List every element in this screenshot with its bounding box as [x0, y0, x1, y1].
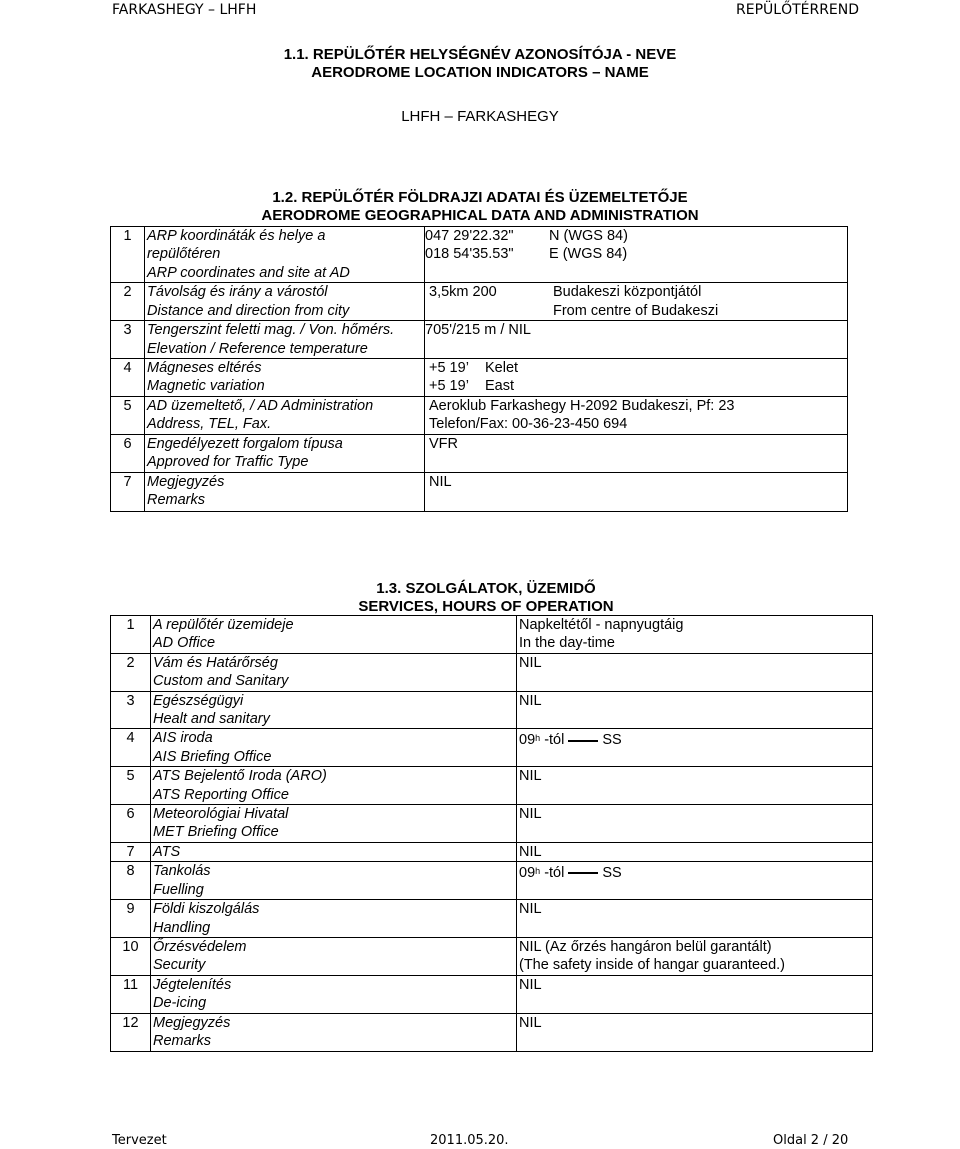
table-row [111, 729, 873, 767]
label-en: Approved for Traffic Type [147, 454, 309, 471]
row-value [517, 900, 873, 938]
label-en: ARP coordinates and site at AD [147, 264, 350, 281]
row-number: 7 [111, 842, 151, 861]
superscript: h [535, 866, 541, 877]
label-en: Remarks [153, 1032, 212, 1049]
row-value [517, 653, 873, 691]
row-number: 3 [111, 321, 145, 359]
label-en: AD Office [153, 635, 216, 652]
label-hu: Őrzésvédelem [153, 938, 247, 955]
row-value [517, 616, 873, 654]
value: 018 54'35.53" [425, 246, 514, 263]
label-hu: ARP koordináták és helye a repülőtéren [147, 228, 326, 263]
value: NIL [519, 976, 542, 993]
label-hu: Egészségügyi [153, 692, 244, 709]
row-label [145, 227, 425, 283]
row-label [151, 616, 517, 654]
value: Telefon/Fax: 00-36-23-450 694 [429, 416, 628, 433]
table-row [111, 842, 873, 861]
label-en: Fuelling [153, 881, 204, 898]
row-number: 5 [111, 397, 145, 435]
label-hu: Tengerszint feletti mag. / Von. hőmérs. [147, 322, 395, 339]
label-en: Elevation / Reference temperature [147, 340, 368, 357]
value: NIL [519, 806, 542, 823]
table-row [111, 653, 873, 691]
value: SS [602, 865, 622, 882]
label-hu: Meteorológiai Hivatal [153, 806, 289, 823]
value: -tól [544, 865, 565, 882]
row-number: 11 [111, 975, 151, 1013]
label-hu: ATS Bejelentő Iroda (ARO) [153, 768, 327, 785]
value: Aeroklub Farkashegy H-2092 Budakeszi, Pf: 23 [429, 398, 735, 415]
label-hu: Tankolás [153, 863, 211, 880]
row-label [151, 767, 517, 805]
row-number: 2 [111, 283, 145, 321]
row-number: 9 [111, 900, 151, 938]
dash-line [568, 872, 598, 874]
table-row [111, 975, 873, 1013]
footer-right: Oldal 2 / 20 [773, 1133, 849, 1148]
table-row [111, 616, 873, 654]
label-en: MET Briefing Office [153, 824, 279, 841]
row-number: 2 [111, 653, 151, 691]
row-value [517, 842, 873, 861]
row-label [151, 805, 517, 843]
table-row [111, 472, 848, 511]
table-row [111, 434, 848, 472]
value: SS [602, 732, 622, 749]
label-en: Security [153, 957, 206, 974]
table-row [111, 767, 873, 805]
section1-title-hu: 1.1. REPÜLŐTÉR HELYSÉGNÉV AZONOSÍTÓJA - NEVE [283, 46, 677, 63]
label-en: De-icing [153, 995, 207, 1012]
label-hu: Jégtelenítés [153, 976, 232, 993]
label-en: Magnetic variation [147, 378, 265, 395]
row-value [425, 283, 848, 321]
value: NIL [519, 654, 542, 671]
row-number: 3 [111, 691, 151, 729]
row-label [151, 653, 517, 691]
geo-data-table [110, 226, 848, 512]
value: Budakeszi központjától [553, 284, 702, 301]
row-number: 7 [111, 472, 145, 511]
label-en: Handling [153, 919, 211, 936]
label-hu: Engedélyezett forgalom típusa [147, 435, 343, 452]
label-en: ATS Reporting Office [153, 786, 289, 803]
section2-title-hu: 1.2. REPÜLŐTÉR FÖLDRAJZI ADATAI ÉS ÜZEMELTETŐJE [272, 189, 688, 206]
row-value [517, 975, 873, 1013]
row-label [145, 359, 425, 397]
value: 09 [519, 865, 536, 882]
section2-title-en: AERODROME GEOGRAPHICAL DATA AND ADMINISTRATION [261, 207, 699, 224]
header-right: REPÜLŐTÉRREND [736, 2, 860, 18]
table-row [111, 283, 848, 321]
value: Kelet [485, 360, 519, 377]
row-number: 1 [111, 227, 145, 283]
table-row [111, 691, 873, 729]
label-en: Address, TEL, Fax. [147, 416, 272, 433]
value: -tól [544, 732, 565, 749]
section1-title-en: AERODROME LOCATION INDICATORS – NAME [311, 64, 649, 81]
services-table [110, 615, 873, 1052]
value: NIL [429, 473, 452, 490]
row-label [151, 900, 517, 938]
table-row [111, 227, 848, 283]
row-value [425, 472, 848, 511]
value: NIL [519, 1014, 542, 1031]
row-value [425, 359, 848, 397]
row-number: 12 [111, 1013, 151, 1051]
row-value [425, 227, 848, 283]
row-value [517, 691, 873, 729]
table-row [111, 1013, 873, 1051]
section3-title-en: SERVICES, HOURS OF OPERATION [358, 598, 614, 615]
row-label [151, 862, 517, 900]
row-number: 10 [111, 937, 151, 975]
row-label [145, 397, 425, 435]
value: 09 [519, 732, 536, 749]
label-hu: Megjegyzés [153, 1014, 231, 1031]
table-row [111, 937, 873, 975]
row-value [425, 321, 848, 359]
value: NIL [519, 901, 542, 918]
table-row [111, 862, 873, 900]
value: In the day-time [519, 635, 615, 652]
row-value [517, 1013, 873, 1051]
label-hu: Távolság és irány a várostól [147, 284, 328, 301]
value: +5 19’ [429, 360, 469, 377]
value: 047 29'22.32" [425, 228, 514, 244]
value: NIL (Az őrzés hangáron belül garantált) [519, 938, 772, 955]
superscript: h [535, 733, 541, 744]
label-hu: ATS [153, 843, 181, 860]
row-value [517, 937, 873, 975]
label-hu: AD üzemeltető, / AD Administration [147, 398, 374, 415]
row-number: 8 [111, 862, 151, 900]
section3-title-hu: 1.3. SZOLGÁLATOK, ÜZEMIDŐ [376, 580, 596, 597]
label-hu: Földi kiszolgálás [153, 901, 260, 918]
value: NIL [519, 843, 542, 860]
table-row [111, 805, 873, 843]
row-label [151, 691, 517, 729]
table-row [111, 321, 848, 359]
row-value [517, 862, 873, 900]
value: NIL [519, 692, 542, 709]
header-left: FARKASHEGY – LHFH [112, 2, 257, 18]
row-value [517, 767, 873, 805]
footer-left: Tervezet [112, 1133, 167, 1148]
row-label [151, 842, 517, 861]
row-value [425, 434, 848, 472]
row-label [145, 321, 425, 359]
dash-line [568, 740, 598, 742]
value: E (WGS 84) [549, 246, 628, 263]
label-hu: Megjegyzés [147, 473, 225, 490]
row-label [151, 937, 517, 975]
label-en: Custom and Sanitary [153, 673, 289, 690]
value: NIL [519, 768, 542, 785]
label-hu: Mágneses eltérés [147, 360, 262, 377]
value: From centre of Budakeszi [553, 302, 719, 319]
location-indicator: LHFH – FARKASHEGY [401, 108, 559, 125]
label-en: AIS Briefing Office [153, 748, 272, 765]
value: (The safety inside of hangar guaranteed.) [519, 957, 785, 974]
row-number: 4 [111, 359, 145, 397]
value: 3,5km 200 [429, 284, 497, 301]
row-label [145, 283, 425, 321]
row-value [517, 805, 873, 843]
table-row [111, 900, 873, 938]
row-label [145, 434, 425, 472]
row-number: 6 [111, 805, 151, 843]
table-row [111, 397, 848, 435]
footer-center: 2011.05.20. [430, 1133, 509, 1148]
value: N (WGS 84) [549, 228, 628, 244]
label-en: Remarks [147, 492, 206, 509]
row-label [151, 975, 517, 1013]
label-en: Healt and sanitary [153, 711, 270, 728]
label-hu: Vám és Határőrség [153, 654, 278, 671]
row-number: 4 [111, 729, 151, 767]
table-row [111, 359, 848, 397]
row-number: 1 [111, 616, 151, 654]
value: +5 19’ [429, 378, 469, 395]
row-label [145, 472, 425, 511]
label-hu: AIS iroda [153, 730, 213, 747]
row-label [151, 1013, 517, 1051]
row-label [151, 729, 517, 767]
row-number: 6 [111, 434, 145, 472]
value: VFR [429, 435, 458, 452]
row-value [517, 729, 873, 767]
label-en: Distance and direction from city [147, 302, 350, 319]
value: East [485, 378, 515, 395]
value: 705'/215 m / NIL [425, 322, 531, 339]
row-value [425, 397, 848, 435]
value: Napkeltétől - napnyugtáig [519, 617, 684, 633]
label-hu: A repülőtér üzemideje [153, 617, 294, 633]
row-number: 5 [111, 767, 151, 805]
